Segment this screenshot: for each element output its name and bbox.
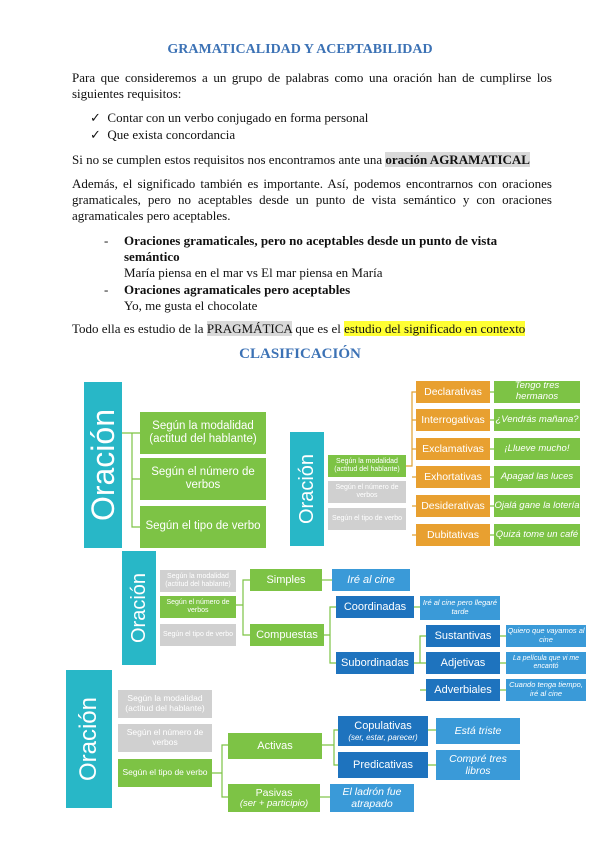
oracion-label-2: Oración bbox=[296, 453, 318, 525]
modalidad-type: Dubitativas bbox=[416, 524, 490, 546]
criterion-tipo-faded: Según el tipo de verbo bbox=[160, 624, 236, 646]
numero-simples: Simples bbox=[250, 569, 322, 591]
simples-example: Iré al cine bbox=[332, 569, 410, 591]
dash-icon: - bbox=[104, 233, 109, 248]
intro-paragraph: Para que consideremos a un grupo de palabras como una oración han de cumplirse los siguientes requisitos: bbox=[72, 70, 552, 101]
pragmatica-definition: estudio del significado en contexto bbox=[344, 321, 526, 336]
subordinadas-type: Adjetivas bbox=[426, 652, 500, 674]
criterion-tipo-faded: Según el tipo de verbo bbox=[328, 508, 406, 530]
case-label: Oraciones agramaticales pero aceptables bbox=[124, 282, 351, 297]
criterion-modalidad-active: Según la modalidad (actitud del hablante) bbox=[328, 455, 406, 477]
modalidad-type: Desiderativas bbox=[416, 495, 490, 517]
requirement-text: Contar con un verbo conjugado en forma personal bbox=[107, 110, 369, 125]
modalidad-type: Declarativas bbox=[416, 381, 490, 403]
modalidad-example: Quizá tome un café bbox=[494, 524, 580, 546]
oracion-label-3: Oración bbox=[128, 572, 150, 644]
criterion-modalidad-faded: Según la modalidad (actitud del hablante) bbox=[118, 690, 212, 718]
criterion-numero-active: Según el número de verbos bbox=[160, 596, 236, 618]
pragmatica-middle: que es el bbox=[292, 321, 345, 336]
criterion-modalidad: Según la modalidad (actitud del hablante) bbox=[140, 412, 266, 454]
activas-copulativas bbox=[338, 716, 428, 746]
activas-predicativas: Predicativas bbox=[338, 752, 428, 778]
criterion-tipo-active: Según el tipo de verbo bbox=[118, 759, 212, 787]
agramatical-highlight: oración AGRAMATICAL bbox=[385, 152, 530, 167]
case-example: Yo, me gusta el chocolate bbox=[124, 298, 258, 313]
tipo-pasivas bbox=[228, 784, 320, 812]
pragmatica-term: PRAGMÁTICA bbox=[206, 321, 293, 336]
modalidad-type: Interrogativas bbox=[416, 409, 490, 431]
compuestas-subordinadas: Subordinadas bbox=[336, 652, 414, 674]
subordinadas-example: Cuando tenga tiempo, iré al cine bbox=[506, 679, 586, 701]
subordinadas-example: La película que vi me encantó bbox=[506, 652, 586, 674]
subordinadas-example: Quiero que vayamos al cine bbox=[506, 625, 586, 647]
agramatical-prefix: Si no se cumplen estos requisitos nos encontramos ante una bbox=[72, 152, 386, 167]
numero-compuestas: Compuestas bbox=[250, 624, 324, 646]
criterion-numero-faded: Según el número de verbos bbox=[328, 481, 406, 503]
criterion-numero: Según el número de verbos bbox=[140, 458, 266, 500]
predicativas-example: Compré tres libros bbox=[436, 750, 520, 780]
oracion-main-label: Oración bbox=[85, 408, 121, 522]
pasivas-note: (ser + participio) bbox=[239, 797, 309, 809]
case-example: María piensa en el mar vs El mar piensa en María bbox=[124, 265, 383, 280]
oracion-label-4: Oración bbox=[75, 696, 102, 782]
copulativas-label: Copulativas bbox=[354, 720, 412, 733]
pasivas-example: El ladrón fue atrapado bbox=[330, 784, 414, 812]
pragmatica-prefix: Todo ella es estudio de la bbox=[72, 321, 207, 336]
subordinadas-type: Sustantivas bbox=[426, 625, 500, 647]
document-title: GRAMATICALIDAD Y ACEPTABILIDAD bbox=[167, 42, 433, 57]
modalidad-type: Exhortativas bbox=[416, 466, 490, 488]
check-icon: ✓ bbox=[90, 110, 101, 125]
modalidad-example: Apagad las luces bbox=[494, 466, 580, 488]
copulativas-example: Está triste bbox=[436, 718, 520, 744]
check-icon: ✓ bbox=[90, 127, 101, 142]
criterion-tipo: Según el tipo de verbo bbox=[140, 506, 266, 548]
requirement-text: Que exista concordancia bbox=[107, 127, 236, 142]
copulativas-note: (ser, estar, parecer) bbox=[348, 732, 418, 742]
section-title: CLASIFICACIÓN bbox=[239, 346, 361, 362]
criterion-modalidad-faded: Según la modalidad (actitud del hablante) bbox=[160, 570, 236, 592]
pasivas-label: Pasivas bbox=[255, 786, 293, 799]
modalidad-example: Tengo tres hermanos bbox=[494, 381, 580, 403]
compuestas-coordinadas: Coordinadas bbox=[336, 596, 414, 618]
tipo-activas: Activas bbox=[228, 733, 322, 759]
subordinadas-type: Adverbiales bbox=[426, 679, 500, 701]
coordinadas-example: Iré al cine pero llegaré tarde bbox=[420, 596, 500, 620]
dash-icon: - bbox=[104, 282, 109, 297]
semantics-paragraph: Además, el significado también es importante. Así, podemos encontrarnos con oraciones gramaticales, pero no aceptables desde un punto de vista semántico y con oraciones agramaticales pero aceptables. bbox=[72, 176, 552, 223]
modalidad-type: Exclamativas bbox=[416, 438, 490, 460]
modalidad-example: ¿Vendrás mañana? bbox=[494, 409, 580, 431]
case-label: Oraciones gramaticales, pero no aceptables desde un punto de vista semántico bbox=[124, 233, 498, 264]
modalidad-example: Ojalá gane la lotería bbox=[494, 495, 580, 517]
criterion-numero-faded: Según el número de verbos bbox=[118, 724, 212, 752]
modalidad-example: ¡Llueve mucho! bbox=[494, 438, 580, 460]
